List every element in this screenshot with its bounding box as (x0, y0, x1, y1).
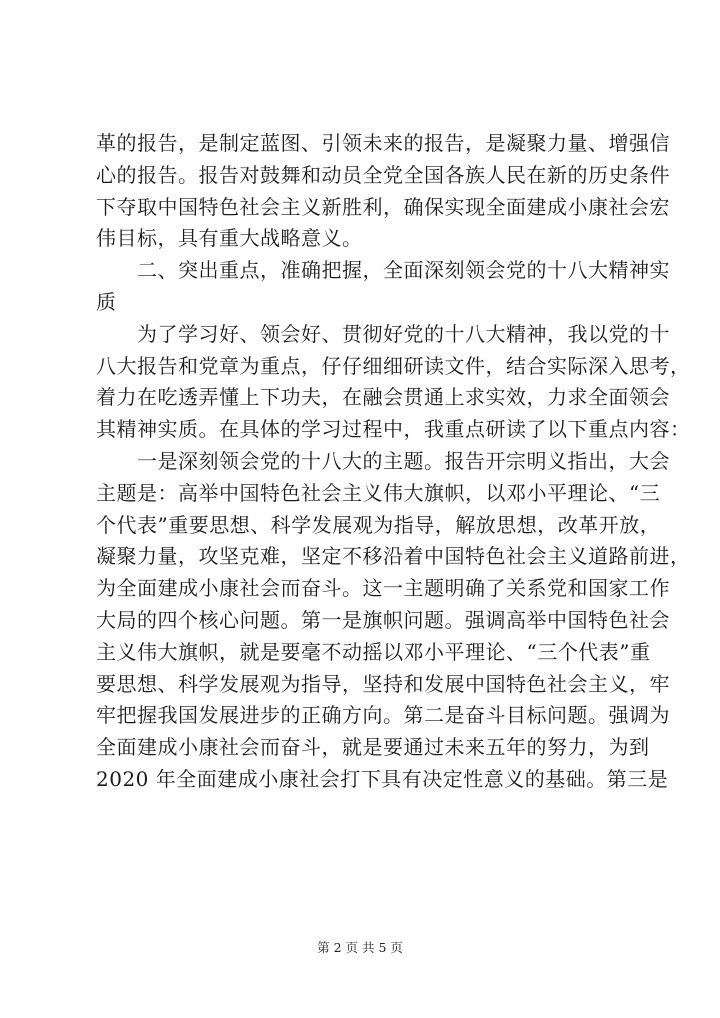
text-line: 全面建成小康社会而奋斗，就是要通过未来五年的努力，为到 (96, 735, 650, 760)
paragraph (96, 255, 670, 319)
text-line: 要思想、科学发展观为指导，坚持和发展中国特色社会主义，牢 (96, 671, 670, 696)
text-line: 为全面建成小康社会而奋斗。这一主题明确了关系党和国家工作 (96, 576, 670, 601)
paragraph (96, 319, 691, 446)
text-line: 为了学习好、领会好、贯彻好党的十八大精神，我以党的十 (96, 321, 670, 346)
text-line: 其精神实质。在具体的学习过程中，我重点研读了以下重点内容： (96, 417, 691, 442)
text-line: 着力在吃透弄懂上下功夫，在融会贯通上求实效，力求全面领会 (96, 385, 670, 410)
text-line: 个代表”重要思想、科学发展观为指导，解放思想，改革开放， (96, 512, 661, 537)
text-line: 心的报告。报告对鼓舞和动员全党全国各族人民在新的历史条件 (96, 162, 670, 187)
text-line: 牢把握我国发展进步的正确方向。第二是奋斗目标问题。强调为 (96, 703, 670, 728)
text-line: 大局的四个核心问题。第一是旗帜问题。强调高举中国特色社会 (96, 607, 670, 632)
page-number-footer: 第 2 页 共 5 页 (317, 940, 403, 955)
text-line: 下夺取中国特色社会主义新胜利，确保实现全面建成小康社会宏 (96, 194, 670, 219)
text-line: 八大报告和党章为重点，仔仔细细研读文件，结合实际深入思考， (96, 353, 691, 378)
text-line: 主题是：高举中国特色社会主义伟大旗帜，以邓小平理论、“三 (96, 480, 661, 505)
text-line: 凝聚力量，攻坚克难，坚定不移沿着中国特色社会主义道路前进， (96, 544, 691, 569)
text-line: 主义伟大旗帜，就是要毫不动摇以邓小平理论、“三个代表”重 (96, 639, 651, 664)
paragraph (96, 128, 670, 255)
text-line: 二、突出重点，准确把握，全面深刻领会党的十八大精神实 (96, 258, 670, 283)
text-line: 2020 年全面建成小康社会打下具有决定性意义的基础。第三是 (96, 766, 669, 791)
text-line: 伟目标，具有重大战略意义。 (96, 226, 363, 251)
text-line: 一是深刻领会党的十八大的主题。报告开宗明义指出，大会 (96, 448, 670, 473)
text-line: 革的报告，是制定蓝图、引领未来的报告，是凝聚力量、增强信 (96, 131, 670, 155)
text-line: 质 (96, 289, 117, 314)
paragraph (96, 446, 691, 796)
document-body (96, 128, 691, 796)
